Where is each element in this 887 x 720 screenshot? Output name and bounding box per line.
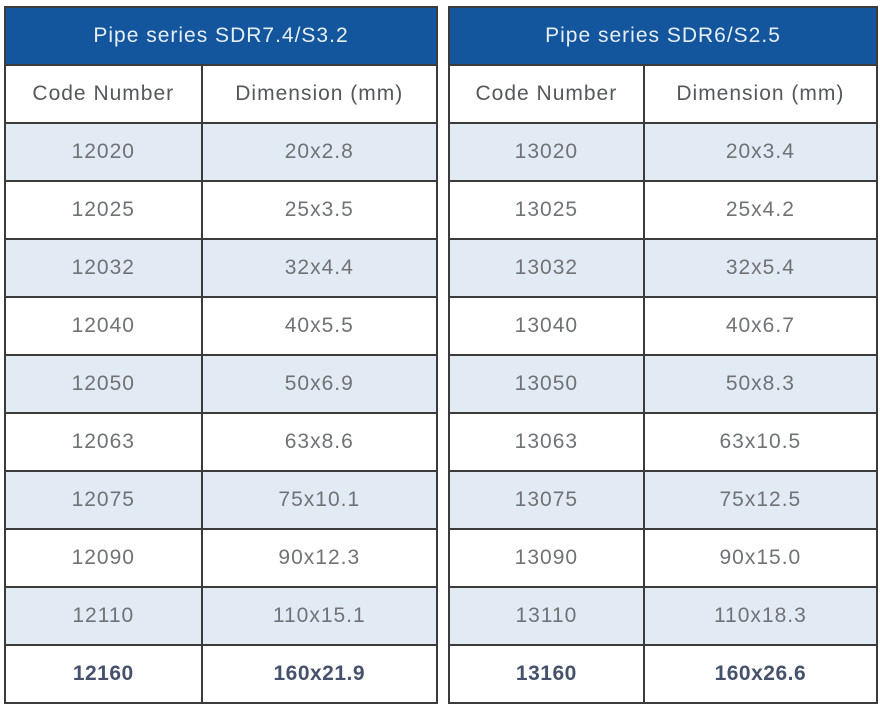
table-row <box>449 181 877 239</box>
table-row <box>449 413 877 471</box>
pipe-table-sdr74-s32 <box>4 6 438 704</box>
code-number-cell: 13020 <box>449 123 644 181</box>
dimension-cell: 50x6.9 <box>202 355 437 413</box>
dimension-cell: 63x10.5 <box>644 413 877 471</box>
dimension-cell: 32x4.4 <box>202 239 437 297</box>
dimension-cell: 160x26.6 <box>644 645 877 703</box>
code-number-cell: 13160 <box>449 645 644 703</box>
dimension-cell: 50x8.3 <box>644 355 877 413</box>
code-number-cell: 12090 <box>5 529 202 587</box>
dimension-cell: 63x8.6 <box>202 413 437 471</box>
dimension-cell: 160x21.9 <box>202 645 437 703</box>
table-row <box>449 297 877 355</box>
dimension-cell: 90x12.3 <box>202 529 437 587</box>
table-row <box>449 123 877 181</box>
column-header-code-number: Code Number <box>5 65 202 123</box>
code-number-cell: 13090 <box>449 529 644 587</box>
code-number-cell: 12050 <box>5 355 202 413</box>
table-row <box>5 645 437 703</box>
column-header-dimension: Dimension (mm) <box>644 65 877 123</box>
dimension-cell: 75x12.5 <box>644 471 877 529</box>
dimension-cell: 40x6.7 <box>644 297 877 355</box>
dimension-cell: 20x3.4 <box>644 123 877 181</box>
pipe-table-sdr6-s25 <box>448 6 878 704</box>
table-row <box>5 355 437 413</box>
code-number-cell: 13025 <box>449 181 644 239</box>
dimension-cell: 110x18.3 <box>644 587 877 645</box>
table-row <box>5 297 437 355</box>
table-row <box>5 123 437 181</box>
dimension-cell: 90x15.0 <box>644 529 877 587</box>
table-row <box>5 239 437 297</box>
table-row <box>5 413 437 471</box>
dimension-cell: 32x5.4 <box>644 239 877 297</box>
code-number-cell: 13040 <box>449 297 644 355</box>
code-number-cell: 13075 <box>449 471 644 529</box>
table-row <box>5 181 437 239</box>
table-row <box>449 355 877 413</box>
code-number-cell: 12063 <box>5 413 202 471</box>
column-header-code-number: Code Number <box>449 65 644 123</box>
table-row <box>449 529 877 587</box>
dimension-cell: 25x4.2 <box>644 181 877 239</box>
dimension-cell: 110x15.1 <box>202 587 437 645</box>
code-number-cell: 12040 <box>5 297 202 355</box>
table-row <box>449 471 877 529</box>
code-number-cell: 13032 <box>449 239 644 297</box>
code-number-cell: 13110 <box>449 587 644 645</box>
dimension-cell: 20x2.8 <box>202 123 437 181</box>
dimension-cell: 25x3.5 <box>202 181 437 239</box>
code-number-cell: 12075 <box>5 471 202 529</box>
column-header-dimension: Dimension (mm) <box>202 65 437 123</box>
table-row <box>5 587 437 645</box>
table-title: Pipe series SDR6/S2.5 <box>449 7 877 65</box>
table-row <box>5 529 437 587</box>
code-number-cell: 12160 <box>5 645 202 703</box>
code-number-cell: 12020 <box>5 123 202 181</box>
code-number-cell: 12032 <box>5 239 202 297</box>
table-title: Pipe series SDR7.4/S3.2 <box>5 7 437 65</box>
code-number-cell: 13050 <box>449 355 644 413</box>
table-row <box>5 471 437 529</box>
dimension-cell: 75x10.1 <box>202 471 437 529</box>
table-row <box>449 587 877 645</box>
table-row <box>449 645 877 703</box>
code-number-cell: 12110 <box>5 587 202 645</box>
dimension-cell: 40x5.5 <box>202 297 437 355</box>
code-number-cell: 13063 <box>449 413 644 471</box>
code-number-cell: 12025 <box>5 181 202 239</box>
table-row <box>449 239 877 297</box>
